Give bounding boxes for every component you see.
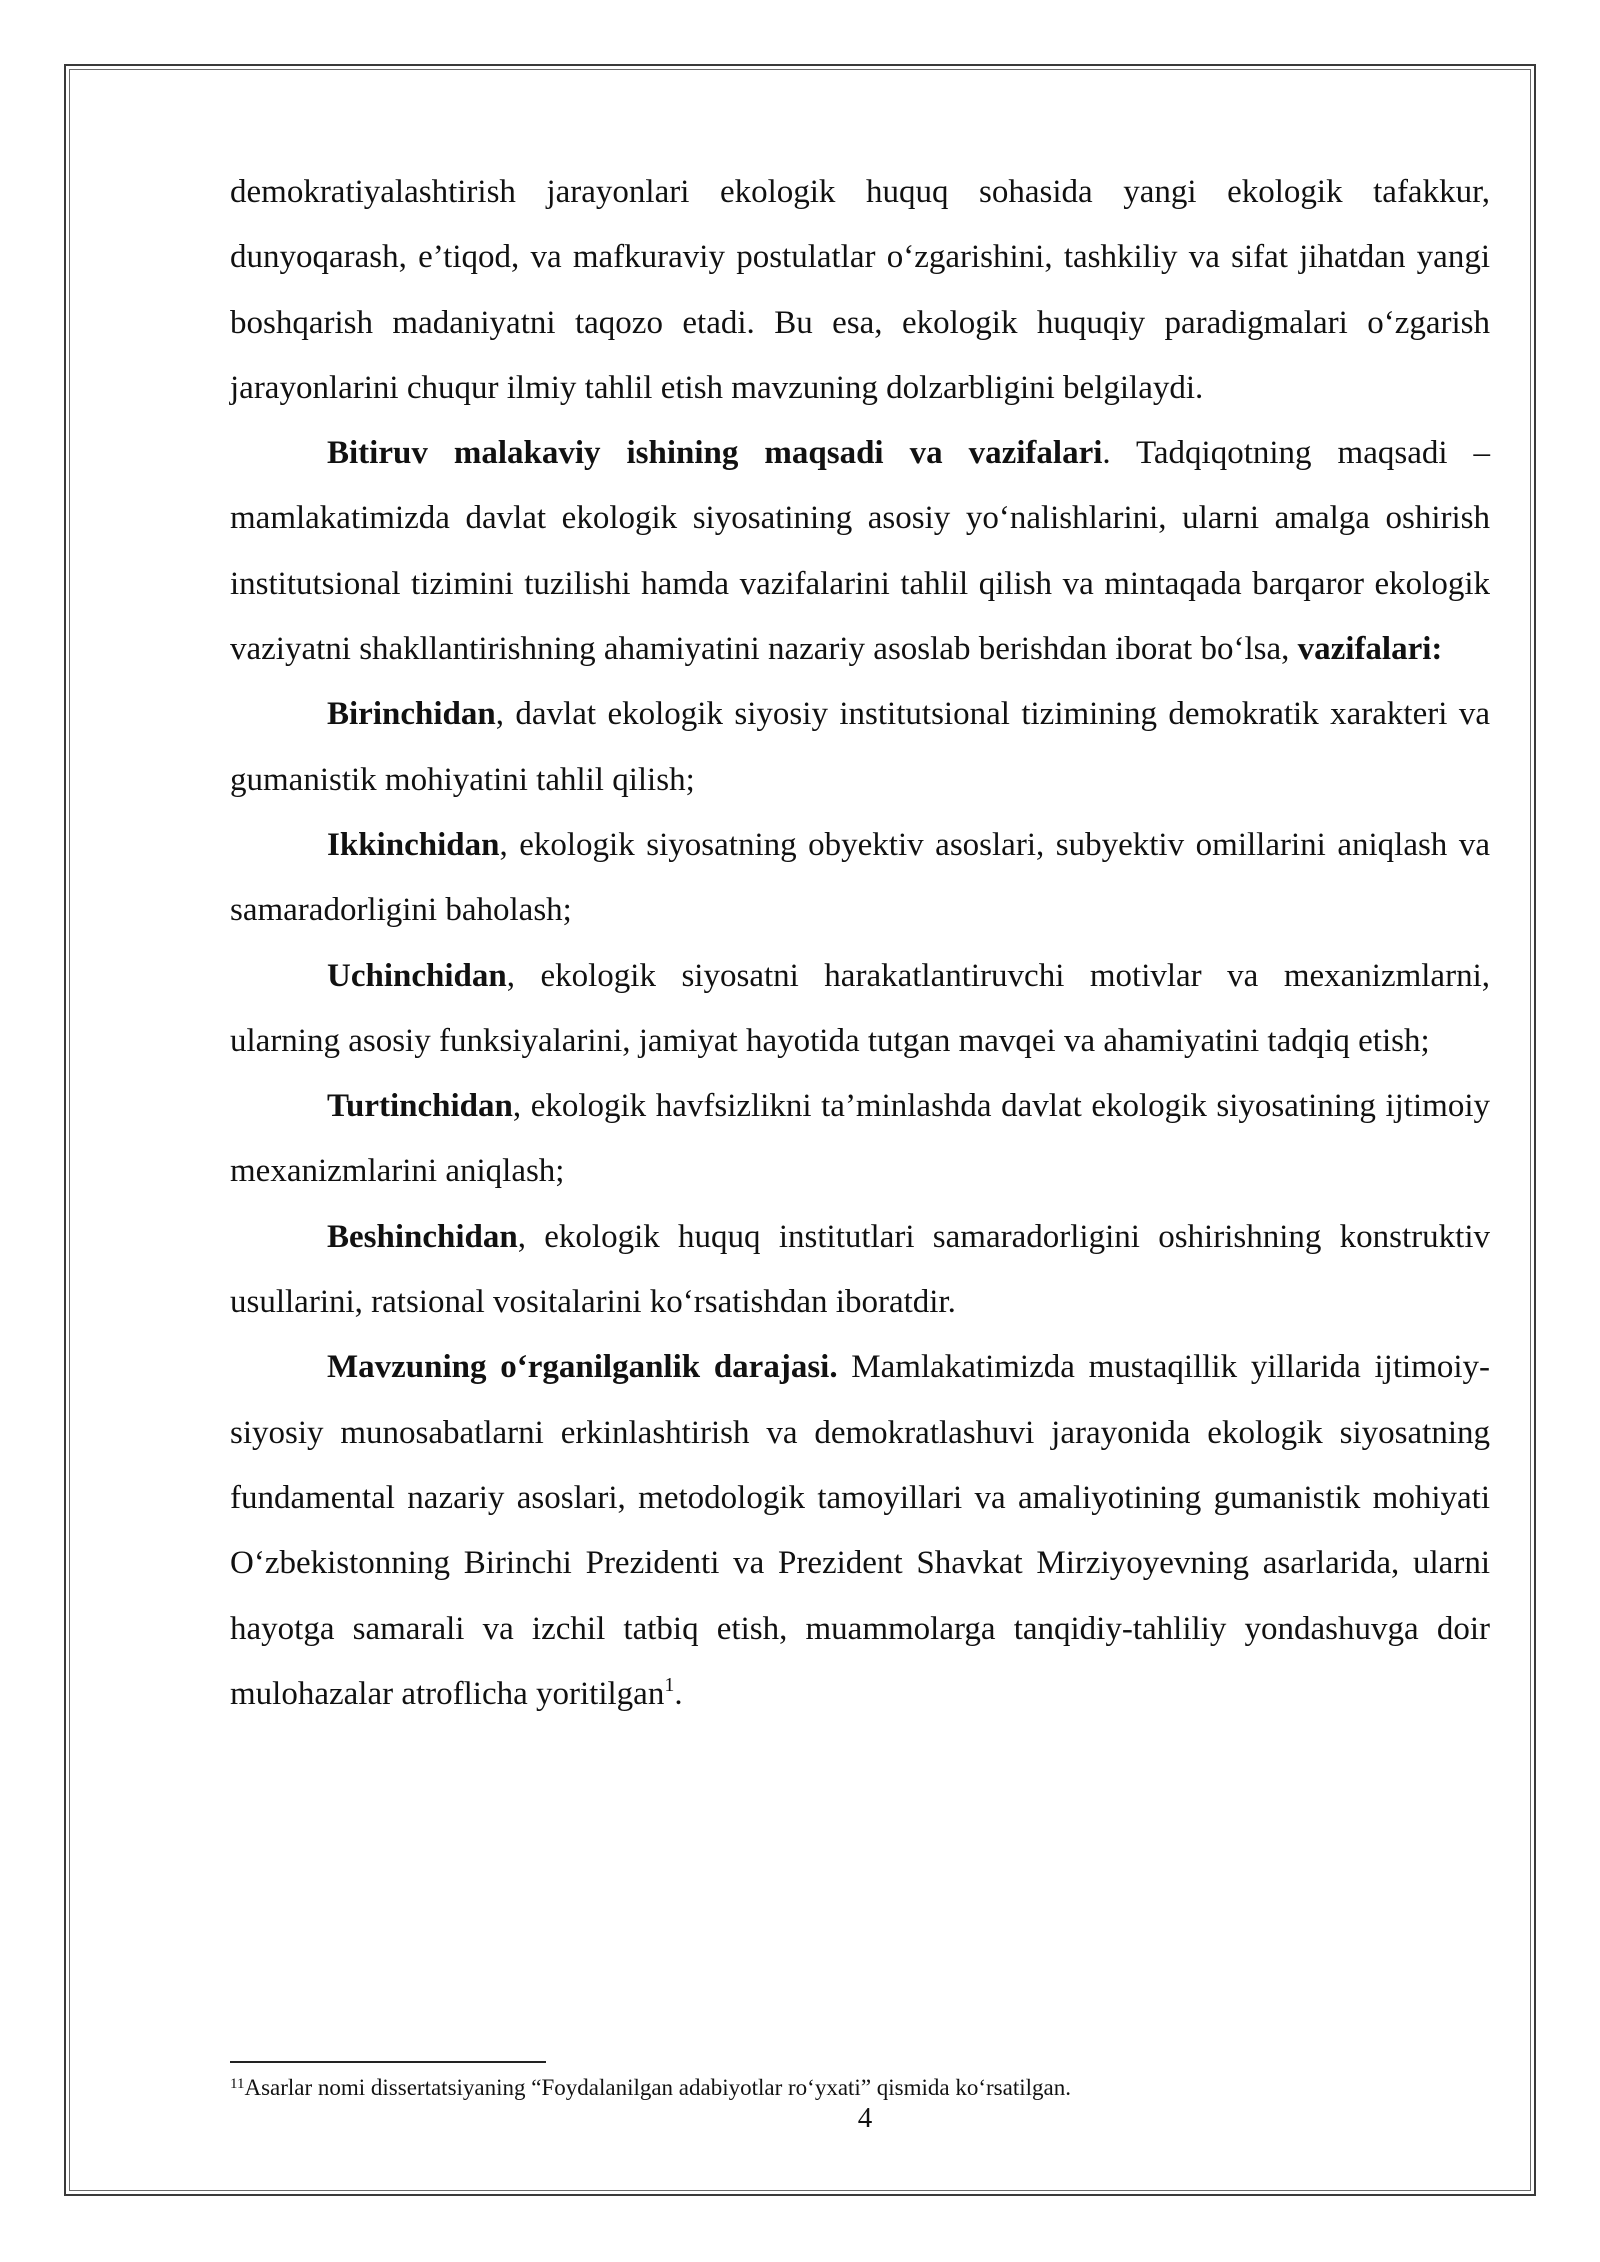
footnote-separator [230,2061,546,2063]
paragraph-text: demokratiyalashtirish jarayonlari ekologik huquq sohasida yangi ekologik tafakkur, dunyoqarash, e’tiqod, va mafkuraviy postulatlar o‘zgarishini, tashkiliy va sifat jihatdan yangi boshqarish madaniyatni taqozo etadi. Bu esa, ekologik huquqiy paradigmalari o‘zgarish jarayonlarini chuqur ilmiy tahlil etish mavzuning dolzarbligini belgilaydi. [230,174,1490,406]
paragraph-study-level [230,1335,1490,1727]
list-item-text: , ekologik huquq institutlari samaradorligini oshirishning konstruktiv usullarini, ratsional vositalarini ko‘rsatishdan iboratdir. [230,1218,1490,1321]
heading-study-level: Mavzuning o‘rganilganlik darajasi. [327,1349,838,1386]
footnote [230,2070,1490,2102]
list-item-fourth [230,1074,1490,1205]
footnote-marker: 11 [230,2076,245,2092]
paragraph-text: . Tadqiqotning maqsadi – mamlakatimizda davlat ekologik siyosatining asosiy yo‘nalishlarini, ularni amalga oshirish institutsional tizimini tuzilishi hamda vazifalarini tahlil qilish va mintaqada barqaror ekologik vaziyatni shakllantirishning ahamiyatini nazariy asoslab berishdan iborat bo‘lsa, [230,435,1490,668]
list-item-keyword: Uchinchidan [327,957,507,994]
paragraph-aims [230,421,1490,682]
tasks-label: vazifalari: [1297,631,1443,668]
list-item-fifth [230,1205,1490,1336]
page-number: 4 [857,2102,873,2134]
paragraph-text: Mamlakatimizda mustaqillik yillarida ijtimoiy-siyosiy munosabatlarni erkinlashtirish va demokratlashuvi jarayonida ekologik siyosatning fundamental nazariy asoslari, metodologik tamoyillari va amaliyotining gumanistik mohiyati O‘zbekistonning Birinchi Prezidenti va Prezident Shavkat Mirziyoyevning asarlarida, ularni hayotga samarali va izchil tatbiq etish, muammolarga tanqidiy-tahliliy yondashuvga doir mulohazalar atroflicha yoritilgan [230,1349,1490,1712]
list-item-text: , ekologik siyosatni harakatlantiruvchi motivlar va mexanizmlarni, ularning asosiy funksiyalarini, jamiyat hayotida tutgan mavqei va ahamiyatini tadqiq etish; [230,957,1490,1059]
heading-aims: Bitiruv malakaviy ishining maqsadi va vazifalari [327,435,1103,472]
list-item-keyword: Ikkinchidan [327,826,500,863]
footnote-text: Asarlar nomi dissertatsiyaning “Foydalanilgan adabiyotlar ro‘yxati” qismida ko‘rsatilgan. [244,2075,1071,2100]
list-item-keyword: Turtinchidan [327,1088,513,1125]
list-item-text: , davlat ekologik siyosiy institutsional tizimining demokratik xarakteri va gumanistik mohiyatini tahlil qilish; [230,696,1490,798]
footnote-reference: 1 [664,1673,675,1696]
page-body [230,160,1490,1727]
list-item-keyword: Birinchidan [327,696,496,733]
list-item-third [230,944,1490,1075]
paragraph-end: . [674,1675,683,1712]
list-item-text: , ekologik havfsizlikni ta’minlashda davlat ekologik siyosatining ijtimoiy mexanizmlarini aniqlash; [230,1088,1490,1190]
paragraph-continuation [230,160,1490,421]
list-item-text: , ekologik siyosatning obyektiv asoslari, subyektiv omillarini aniqlash va samaradorligini baholash; [230,826,1490,929]
list-item-second [230,813,1490,944]
list-item-keyword: Beshinchidan [327,1218,518,1255]
list-item-first [230,682,1490,813]
